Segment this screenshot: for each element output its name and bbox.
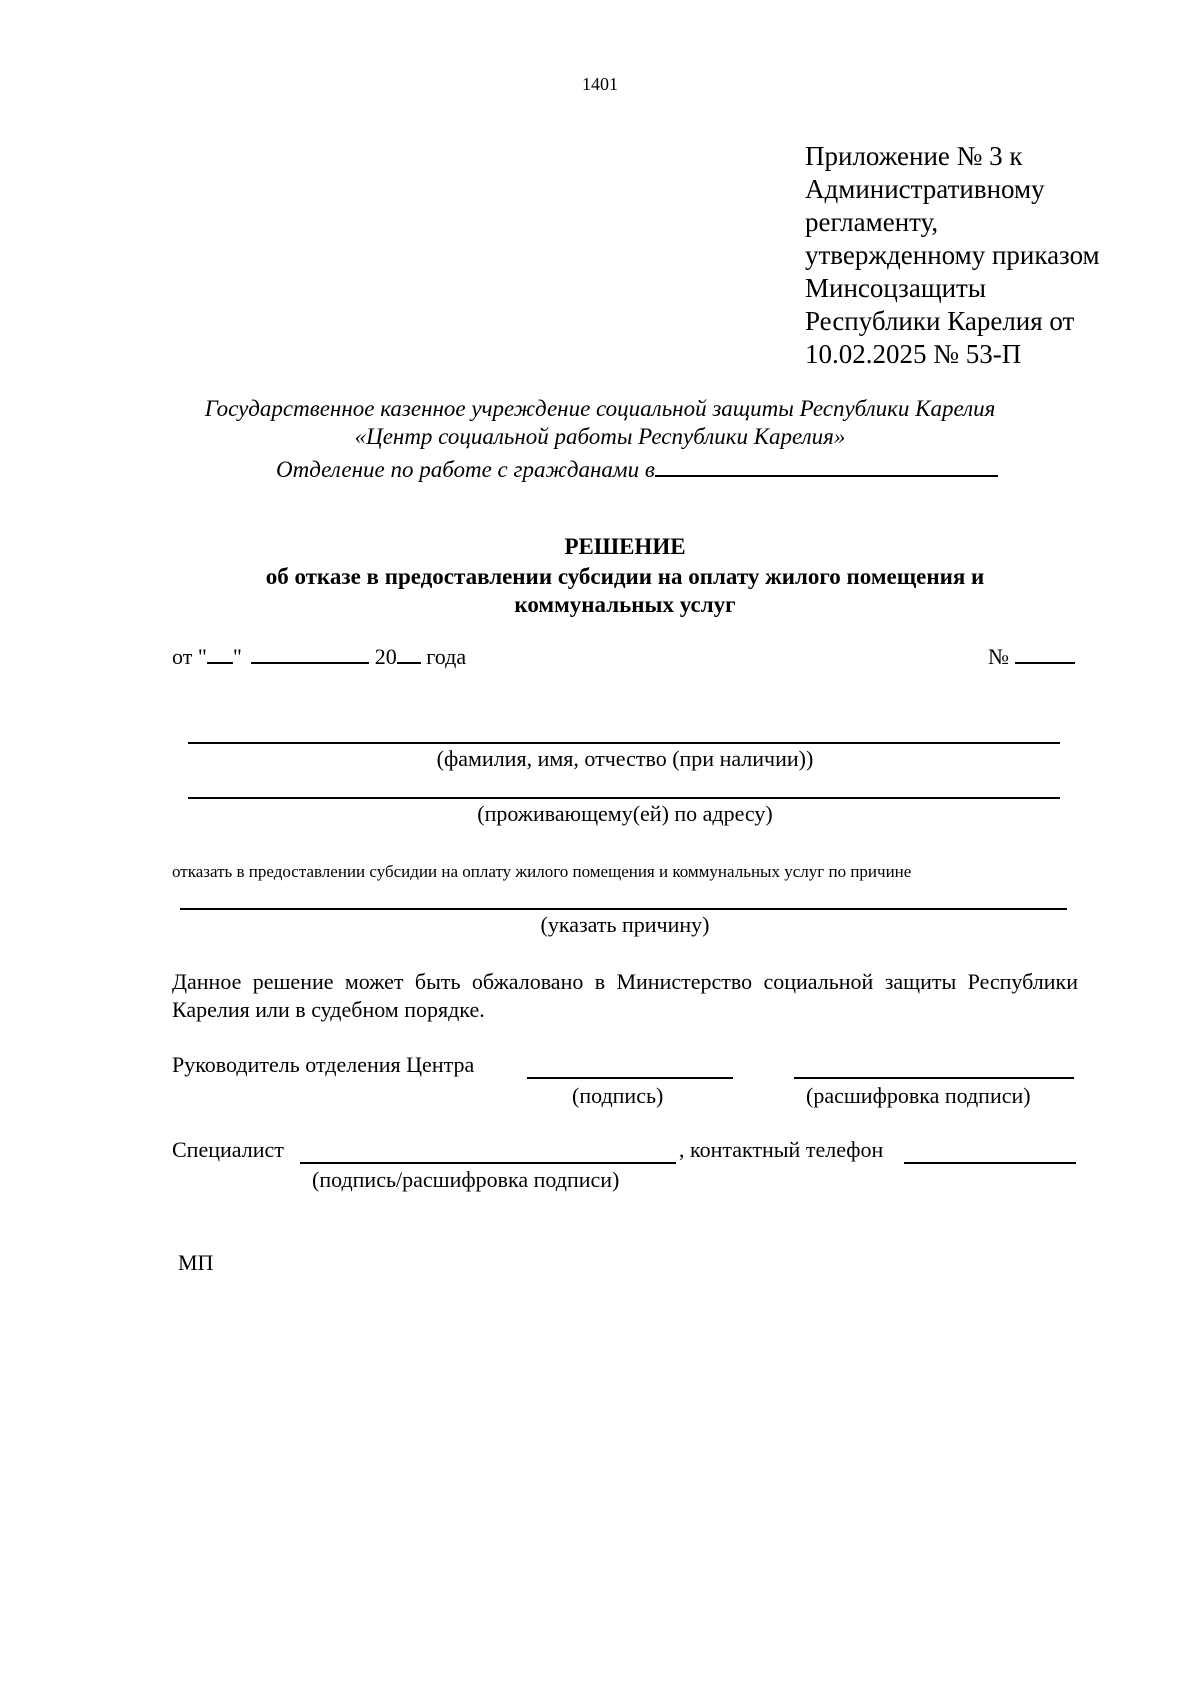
- day-blank: [207, 640, 233, 664]
- organization-name: Государственное казенное учреждение социальной защиты Республики Карелия: [204, 396, 996, 421]
- number-blank: [1015, 640, 1075, 664]
- phone-label: , контактный телефон: [679, 1137, 884, 1162]
- appendix-line: утвержденному приказом: [805, 240, 1100, 270]
- phone-blank-line: [904, 1162, 1076, 1164]
- head-decoding-line: [794, 1077, 1074, 1079]
- head-of-department-label: Руководитель отделения Центра: [172, 1052, 475, 1077]
- number-sign: №: [988, 644, 1009, 669]
- appendix-block: [805, 140, 1165, 371]
- appeal-paragraph: Данное решение может быть обжаловано в Министерство социальной защиты Республики Карелия или в судебном порядке.: [172, 969, 1078, 1022]
- document-subtitle-line2: коммунальных услуг: [514, 592, 736, 617]
- department-label: Отделение по работе с гражданами в: [276, 457, 655, 482]
- document-title: РЕШЕНИЕ: [564, 534, 686, 559]
- reason-caption: (указать причину): [540, 912, 710, 937]
- fio-blank-line: [188, 742, 1060, 744]
- page-number: 1401: [582, 74, 618, 94]
- month-blank: [251, 640, 369, 664]
- specialist-signature-line: [300, 1162, 676, 1164]
- specialist-caption: (подпись/расшифровка подписи): [312, 1167, 620, 1192]
- date-line: [172, 640, 466, 670]
- specialist-label: Специалист: [172, 1137, 284, 1162]
- organization-department: [276, 453, 998, 483]
- signature-caption: (подпись): [572, 1083, 664, 1108]
- address-caption: (проживающему(ей) по адресу): [477, 801, 773, 826]
- appendix-line: регламенту,: [805, 207, 939, 237]
- appendix-line: Республики Карелия от: [805, 306, 1075, 336]
- century-label: 20: [374, 644, 397, 669]
- head-signature-line: [527, 1077, 733, 1079]
- reason-blank-line: [180, 908, 1067, 910]
- document-subtitle-line1: об отказе в предоставлении субсидии на оплату жилого помещения и: [265, 564, 985, 589]
- appendix-line: Минсоцзащиты: [805, 273, 986, 303]
- appendix-line: Приложение № 3 к: [805, 141, 1023, 171]
- number-line: [988, 640, 1075, 670]
- organization-center: «Центр социальной работы Республики Карелия»: [354, 424, 846, 449]
- year-word: года: [426, 644, 467, 669]
- date-from-label: от ": [172, 644, 207, 669]
- appendix-line: Административному: [805, 174, 1045, 204]
- stamp-placeholder: МП: [178, 1250, 214, 1275]
- department-blank: [655, 453, 998, 477]
- refusal-statement: отказать в предоставлении субсидии на оплату жилого помещения и коммунальных услуг по причине: [172, 862, 912, 881]
- year-blank: [397, 640, 421, 664]
- fio-caption: (фамилия, имя, отчество (при наличии)): [436, 746, 814, 771]
- date-quote-close: ": [232, 644, 242, 669]
- appendix-line: 10.02.2025 № 53-П: [805, 339, 1022, 369]
- address-blank-line: [188, 797, 1060, 799]
- decoding-caption: (расшифровка подписи): [806, 1083, 1031, 1108]
